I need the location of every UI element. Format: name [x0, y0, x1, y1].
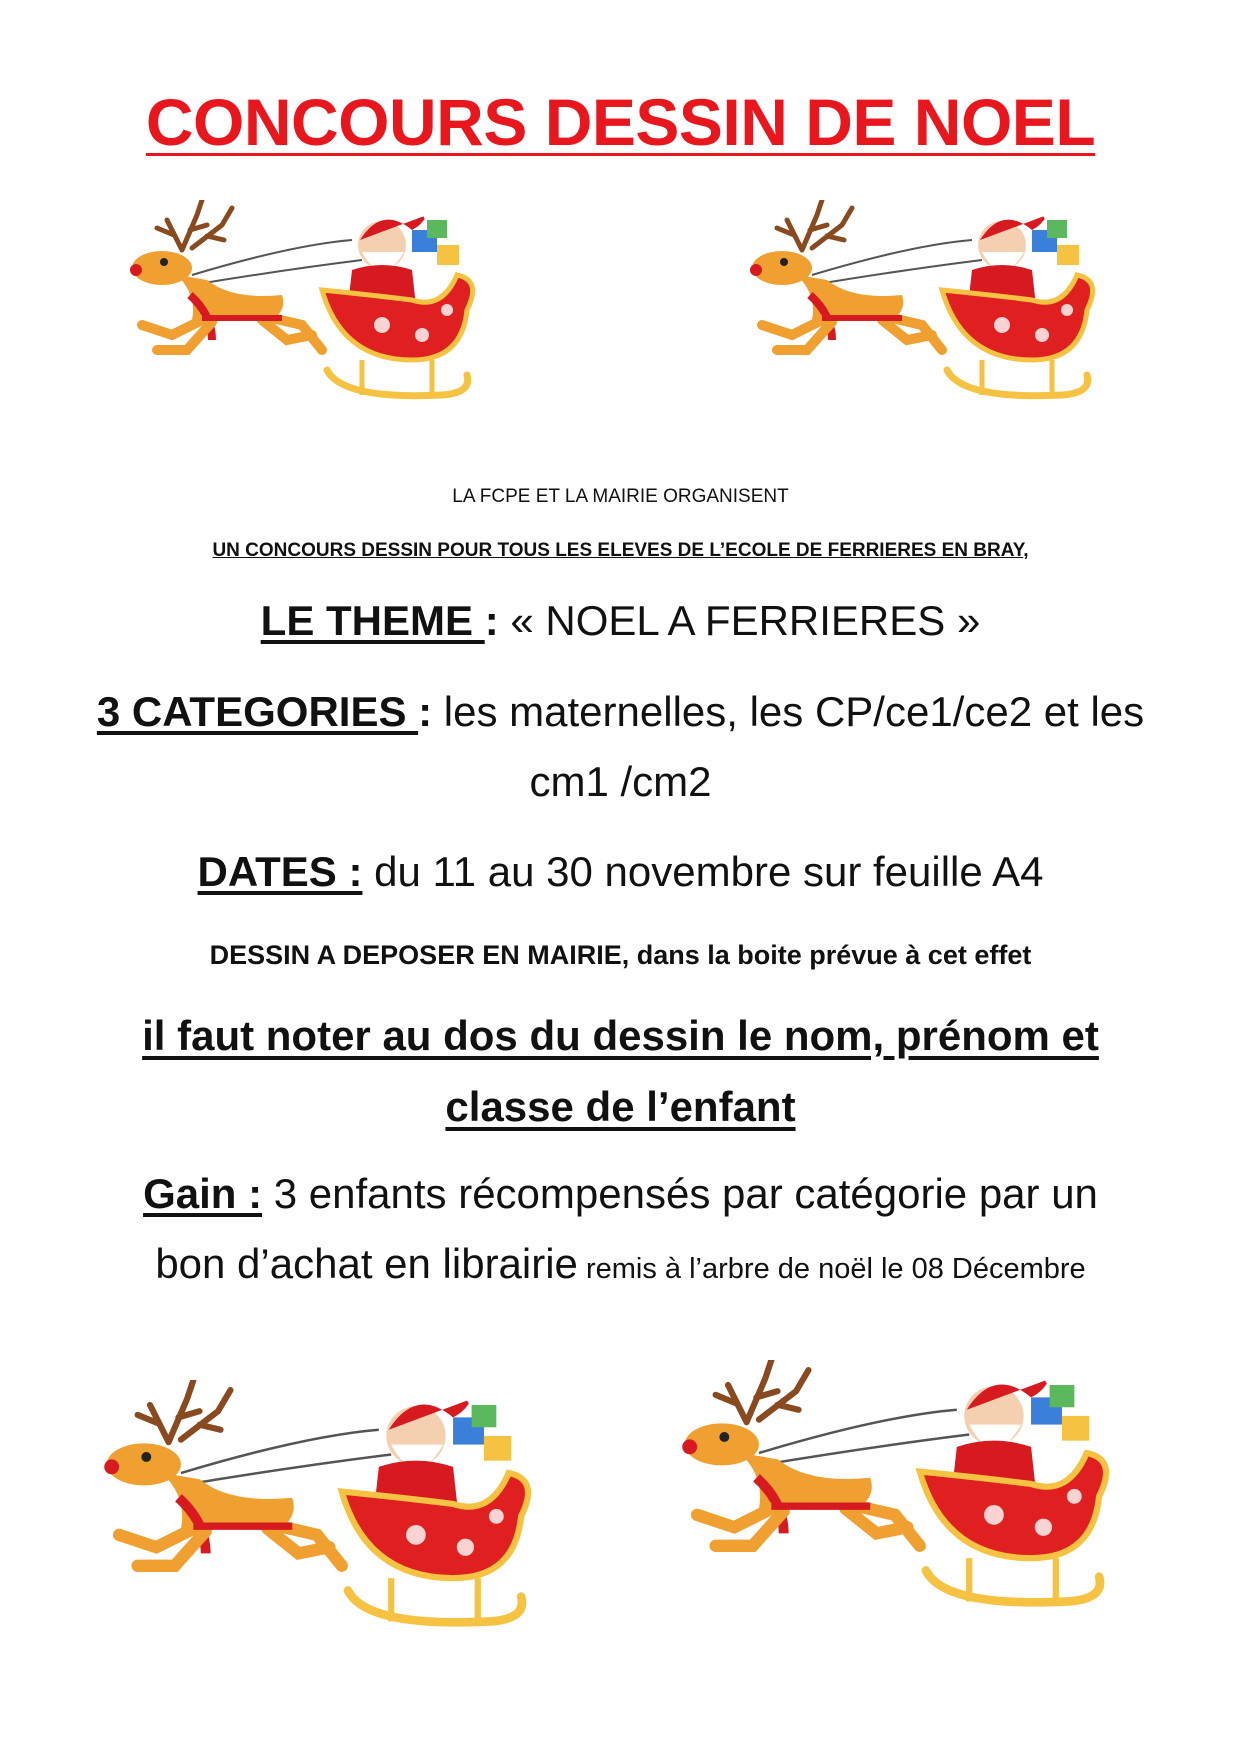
santa-sleigh-icon: [130, 200, 473, 396]
santa-sleigh-illustration-top-left: [112, 200, 492, 430]
categories-value-1: les maternelles, les CP/ce1/ce2 et les: [432, 688, 1145, 735]
gain-value-1: 3 enfants récompensés par catégorie par un: [262, 1170, 1098, 1217]
intro-line-1: LA FCPE ET LA MAIRIE ORGANISENT: [452, 486, 789, 507]
santa-sleigh-illustration-bottom-right: [660, 1360, 1130, 1645]
intro-line-2: [0, 540, 1241, 562]
page-title: CONCOURS DESSIN DE NOEL: [145, 85, 1096, 159]
santa-sleigh-icon: [104, 1380, 528, 1622]
theme-label: LE THEME: [260, 597, 485, 644]
santa-sleigh-illustration-bottom-left: [82, 1380, 552, 1665]
gain-line-2: [0, 1240, 1241, 1288]
gain-value-2-small: remis à l’arbre de noël le 08 Décembre: [577, 1253, 1086, 1285]
note-line-2: classe de l’enfant: [445, 1083, 796, 1130]
theme-colon: :: [484, 597, 499, 644]
gain-label: Gain :: [143, 1170, 263, 1217]
dates-label: DATES :: [197, 848, 363, 895]
categories-line-1: [0, 688, 1241, 736]
theme-line: [0, 597, 1241, 645]
dates-line: [0, 848, 1241, 896]
categories-line-2: cm1 /cm2: [529, 758, 712, 805]
santa-sleigh-icon: [682, 1360, 1106, 1602]
dates-value: du 11 au 30 novembre sur feuille A4: [362, 848, 1044, 895]
intro-line-2-suffix: ,: [1023, 540, 1029, 561]
deposit-line: DESSIN A DEPOSER EN MAIRIE, dans la boite prévue à cet effet: [209, 940, 1032, 970]
intro-line-2-text: UN CONCOURS DESSIN POUR TOUS LES ELEVES DE L’ECOLE DE FERRIERES EN BRAY: [212, 540, 1024, 561]
santa-sleigh-illustration-top-right: [732, 200, 1112, 430]
categories-label: 3 CATEGORIES: [96, 688, 419, 735]
note-line-1: il faut noter au dos du dessin le nom, prénom et: [142, 1012, 1099, 1059]
categories-colon: :: [418, 688, 433, 735]
gain-line-1: [0, 1170, 1241, 1218]
santa-sleigh-icon: [750, 200, 1093, 396]
theme-value: « NOEL A FERRIERES »: [498, 597, 981, 644]
gain-value-2: bon d’achat en librairie: [155, 1240, 578, 1287]
